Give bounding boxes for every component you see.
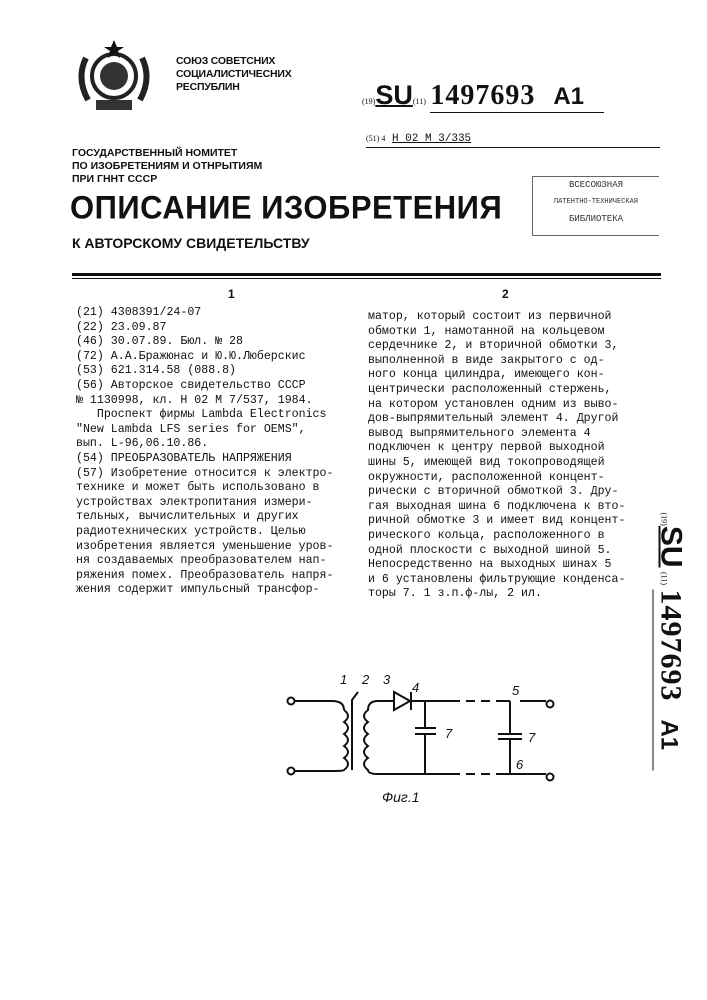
text-line: тельных, вычислительных и других	[76, 510, 333, 525]
text-line: рически с вторичной обмоткой 3. Дру-	[368, 485, 625, 500]
column-1-text	[76, 306, 333, 598]
text-line: подключен к центру первой выходной	[368, 441, 625, 456]
committee-name	[72, 147, 262, 186]
primary-winding	[295, 710, 348, 771]
country-code: SU	[375, 80, 413, 110]
column-number: 1	[228, 287, 235, 301]
text-line: вывод выпрямительного элемента 4	[368, 427, 625, 442]
stamp-line: ПАТЕНТНО-ТЕХНИЧЕСКАЯ	[533, 194, 659, 211]
inid-code-19: (19)	[660, 513, 669, 526]
text-line: Непосредственно на выходных шинах 5	[368, 558, 625, 573]
text-line: (72) А.А.Бражюнас и Ю.Ю.Люберскис	[76, 350, 333, 365]
kind-code: A1	[656, 719, 683, 750]
text-line: центрически расположенный стержень,	[368, 383, 625, 398]
document-number	[362, 80, 604, 113]
text-line: ричной обмотке 3 и имеет вид концент-	[368, 514, 625, 529]
text-line: ряжения помех. Преобразователь напря-	[76, 569, 333, 584]
text-line: устройствах электропитания измери-	[76, 496, 333, 511]
country-line: РЕСПУБЛИН	[176, 81, 292, 94]
library-stamp	[532, 176, 659, 236]
text-line: окружности, расположенной концент-	[368, 471, 625, 486]
input-terminal	[288, 768, 295, 775]
country-line: СОЦИАЛИСТИЧЕСНИХ	[176, 68, 292, 81]
diode	[394, 692, 410, 710]
side-document-number	[653, 513, 688, 833]
inid-code-11: (11)	[413, 97, 426, 106]
column-2-text	[368, 310, 625, 602]
ipc-classification	[366, 133, 660, 148]
committee-line: ПРИ ГННТ СССР	[72, 173, 262, 186]
inid-code-11: (11)	[660, 572, 669, 585]
text-line: сердечнике 2, и вторичной обмотки 3,	[368, 339, 625, 354]
committee-line: ПО ИЗОБРЕТЕНИЯМ И ОТНРЫТИЯМ	[72, 160, 262, 173]
inid-code-51: (51) 4	[366, 134, 385, 143]
text-line: (46) 30.07.89. Бюл. № 28	[76, 335, 333, 350]
label-7: 7	[528, 730, 536, 745]
text-line: одной плоскости с выходной шиной 5.	[368, 544, 625, 559]
divider	[72, 273, 661, 276]
text-line: ного конца цилиндра, имеющего кон-	[368, 368, 625, 383]
text-line: рического кольца, расположенного в	[368, 529, 625, 544]
country-name	[176, 55, 292, 94]
kind-code: A1	[553, 83, 584, 110]
text-line: шины 5, имеющей вид токопроводящей	[368, 456, 625, 471]
label-2: 2	[361, 672, 370, 687]
text-line: выполненной в виде закрытого с од-	[368, 354, 625, 369]
document-subtitle: К АВТОРСКОМУ СВИДЕТЕЛЬСТВУ	[72, 235, 310, 251]
text-line: (56) Авторское свидетельство СССР	[76, 379, 333, 394]
text-line: обмотки 1, намотанной на кольцевом	[368, 325, 625, 340]
text-line: (57) Изобретение относится к электро-	[76, 467, 333, 482]
stamp-line: БИБЛИОТЕКА	[533, 211, 659, 228]
document-title: ОПИСАНИЕ ИЗОБРЕТЕНИЯ	[70, 189, 502, 227]
ussr-emblem	[68, 38, 160, 118]
text-line: и 6 установлены фильтрующие конденса-	[368, 573, 625, 588]
text-line: радиотехнических устройств. Целью	[76, 525, 333, 540]
text-line: (21) 4308391/24-07	[76, 306, 333, 321]
country-code: SU	[655, 526, 688, 568]
figure-caption: Фиг.1	[382, 789, 420, 805]
text-line: гая выходная шина 6 подключена к вто-	[368, 500, 625, 515]
text-line: изобретения является уменьшение уров-	[76, 540, 333, 555]
output-terminal-6	[547, 774, 554, 781]
label-6: 6	[516, 757, 524, 772]
text-line: ня создаваемых преобразователем нап-	[76, 554, 333, 569]
ipc-value: H 02 M 3/335	[392, 133, 471, 145]
patent-number: 1497693	[430, 80, 535, 111]
country-line: СОЮЗ СОВЕТСНИХ	[176, 55, 292, 68]
stamp-line: ВСЕСОЮЗНАЯ	[533, 177, 659, 194]
inid-code-19: (19)	[362, 97, 375, 106]
text-line: "New Lambda LFS series for OEMS",	[76, 423, 333, 438]
text-line: технике и может быть использовано в	[76, 481, 333, 496]
committee-line: ГОСУДАРСТВЕННЫЙ НОМИТЕТ	[72, 147, 262, 160]
label-7: 7	[445, 726, 453, 741]
text-line: № 1130998, кл. H 02 M 7/537, 1984.	[76, 394, 333, 409]
text-line: (54) ПРЕОБРАЗОВАТЕЛЬ НАПРЯЖЕНИЯ	[76, 452, 333, 467]
text-line: жения содержит импульсный трансфор-	[76, 583, 333, 598]
text-line: матор, который состоит из первичной	[368, 310, 625, 325]
patent-number: 1497693	[655, 589, 688, 701]
capacitor-7	[415, 701, 436, 774]
secondary-winding	[364, 701, 378, 774]
text-line: (53) 621.314.58 (088.8)	[76, 364, 333, 379]
divider	[72, 278, 661, 279]
text-line: (22) 23.09.87	[76, 321, 333, 336]
column-number: 2	[502, 287, 509, 301]
label-4: 4	[412, 680, 419, 695]
label-1: 1	[340, 672, 347, 687]
label-3: 3	[383, 672, 391, 687]
text-line: на котором установлен одним из выво-	[368, 398, 625, 413]
text-line: Проспект фирмы Lambda Electronics	[76, 408, 333, 423]
text-line: торы 7. 1 з.п.ф-лы, 2 ил.	[368, 587, 625, 602]
input-terminal	[288, 698, 295, 705]
label-5: 5	[512, 683, 520, 698]
output-terminal-5	[547, 701, 554, 708]
core	[352, 692, 358, 770]
text-line: дов-выпрямительный элемент 4. Другой	[368, 412, 625, 427]
text-line: вып. L-96,06.10.86.	[76, 437, 333, 452]
circuit-diagram-fig1	[270, 660, 570, 810]
